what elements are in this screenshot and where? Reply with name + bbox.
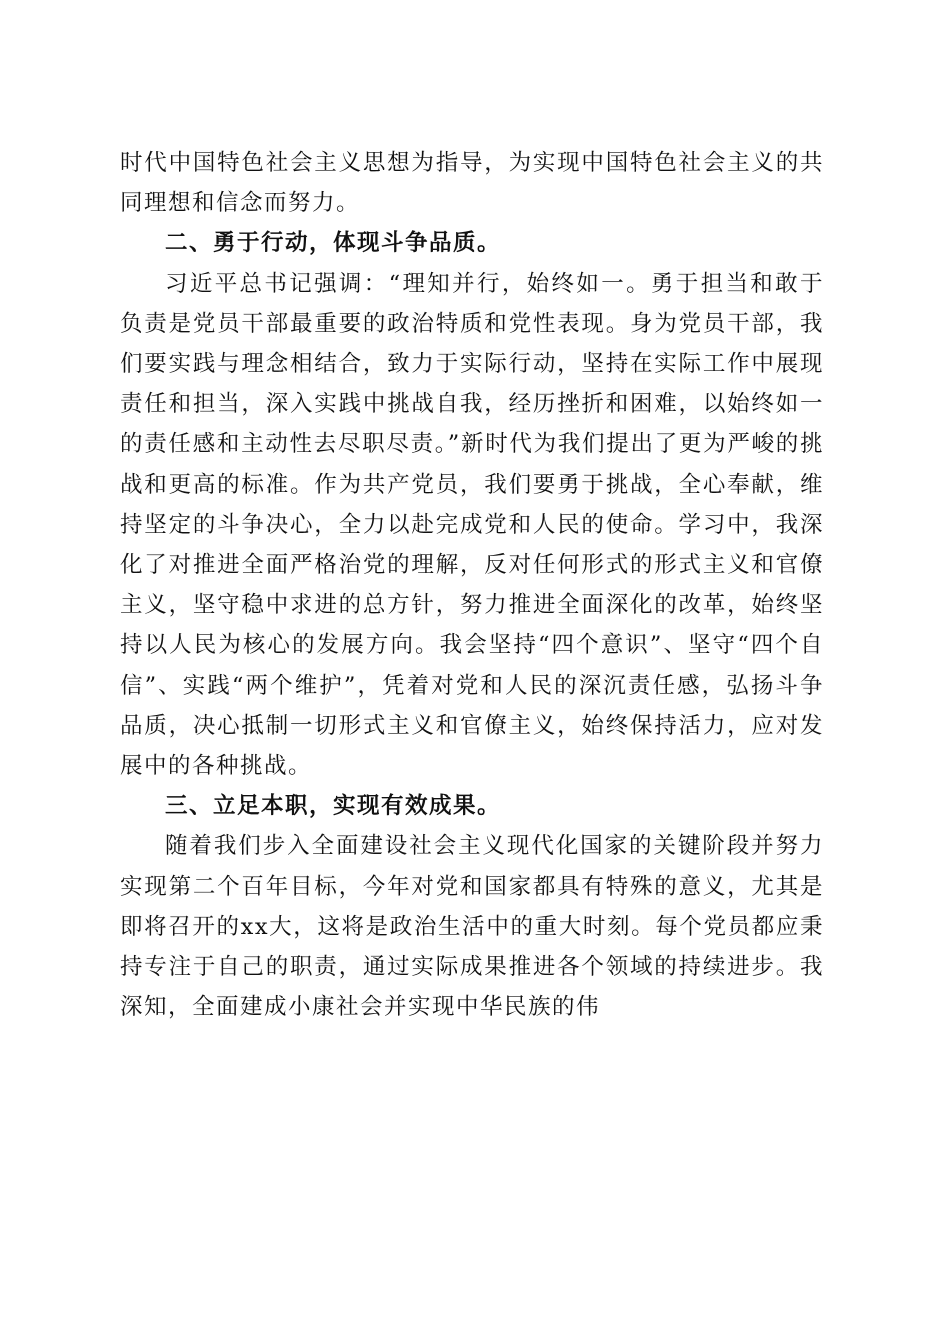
section-2-body: 习近平总书记强调：“理知并行，始终如一。勇于担当和敢于负责是党员干部最重要的政治特质和党性表现。身为党员干部，我们要实践与理念相结合，致力于实际行动，坚持在实际工作中展现责任和担当，深入实践中挑战自我，经历挫折和困难，以始终如一的责任感和主动性去尽职尽责。”新时代为我们提出了更为严峻的挑战和更高的标准。作为共产党员，我们要勇于挑战，全心奉献，维持坚定的斗争决心，全力以赴完成党和人民的使命。学习中，我深化了对推进全面严格治党的理解，反对任何形式的形式主义和官僚主义，坚守稳中求进的总方针，努力推进全面深化的改革，始终坚持以人民为核心的发展方向。我会坚持“四个意识”、坚守“四个自信”、实践“两个维护”，凭着对党和人民的深沉责任感，弘扬斗争品质，决心抵制一切形式主义和官僚主义，始终保持活力，应对发展中的各种挑战。 [120,270,824,780]
section-3-heading: 三、立足本职，实现有效成果。 [165,793,502,820]
document-body [120,143,824,1027]
section-3-body: 随着我们步入全面建设社会主义现代化国家的关键阶段并努力实现第二个百年目标，今年对党和国家都具有特殊的意义，尤其是即将召开的xx大，这将是政治生活中的重大时刻。每个党员都应秉持专注于自己的职责，通过实际成果推进各个领域的持续进步。我深知，全面建成小康社会并实现中华民族的伟 [120,833,824,1021]
section-2-heading: 二、勇于行动，体现斗争品质。 [165,230,502,257]
paragraph-intro-continuation: 时代中国特色社会主义思想为指导，为实现中国特色社会主义的共同理想和信念而努力。 [120,150,824,217]
